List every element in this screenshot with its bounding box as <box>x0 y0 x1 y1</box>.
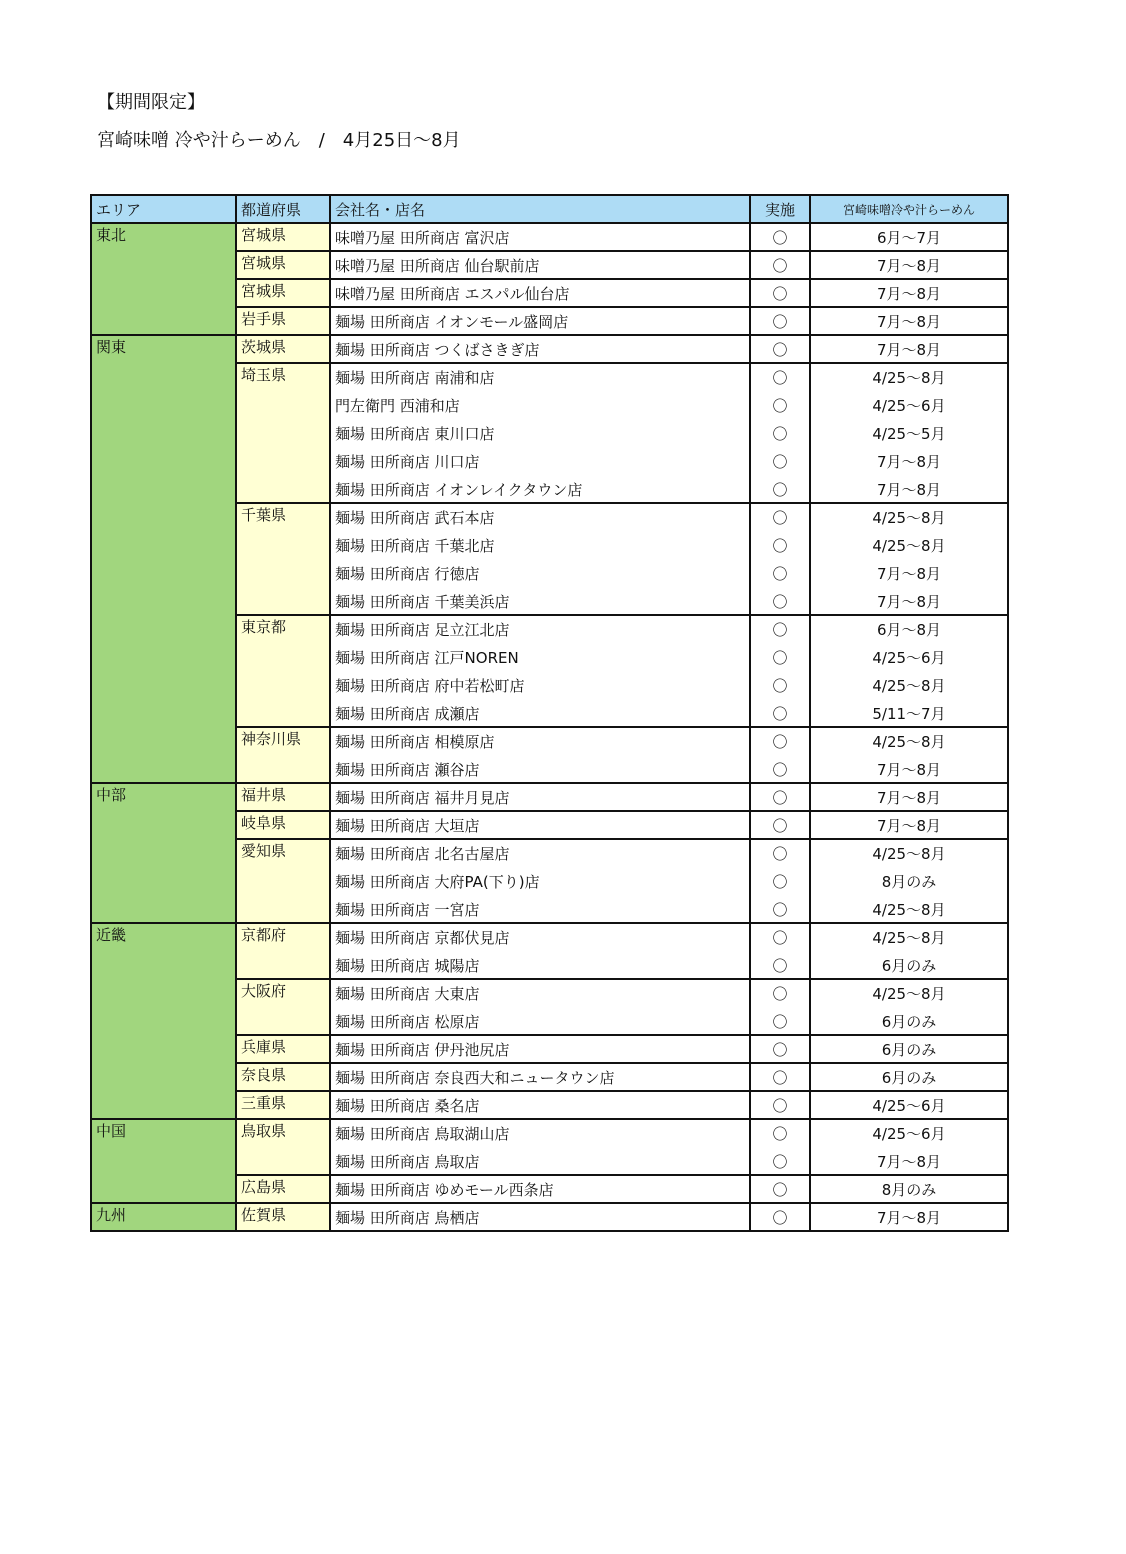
header-shop: 会社名・店名 <box>330 195 750 223</box>
shop-name-cell: 麺場 田所商店 イオンレイクタウン店 <box>330 475 750 503</box>
prefecture-cell: 愛知県 <box>236 839 330 923</box>
shop-name-cell: 味噌乃屋 田所商店 仙台駅前店 <box>330 251 750 279</box>
period-cell: 6月〜7月 <box>810 223 1008 251</box>
prefecture-cell: 奈良県 <box>236 1063 330 1091</box>
prefecture-cell: 埼玉県 <box>236 363 330 503</box>
status-mark-cell: 〇 <box>750 307 810 335</box>
shop-name-cell: 麺場 田所商店 川口店 <box>330 447 750 475</box>
period-cell: 4/25〜8月 <box>810 979 1008 1007</box>
shop-name-cell: 麺場 田所商店 成瀬店 <box>330 699 750 727</box>
prefecture-cell: 三重県 <box>236 1091 330 1119</box>
period-cell: 7月〜8月 <box>810 279 1008 307</box>
shop-name-cell: 味噌乃屋 田所商店 エスパル仙台店 <box>330 279 750 307</box>
shop-name-cell: 麺場 田所商店 相模原店 <box>330 727 750 755</box>
period-cell: 4/25〜6月 <box>810 391 1008 419</box>
prefecture-cell: 兵庫県 <box>236 1035 330 1063</box>
shop-name-cell: 門左衛門 西浦和店 <box>330 391 750 419</box>
status-mark-cell: 〇 <box>750 531 810 559</box>
status-mark-cell: 〇 <box>750 363 810 391</box>
status-mark-cell: 〇 <box>750 335 810 363</box>
status-mark-cell: 〇 <box>750 1063 810 1091</box>
status-mark-cell: 〇 <box>750 671 810 699</box>
prefecture-cell: 大阪府 <box>236 979 330 1035</box>
status-mark-cell: 〇 <box>750 923 810 951</box>
table-row <box>91 1203 1008 1231</box>
period-cell: 4/25〜8月 <box>810 671 1008 699</box>
status-mark-cell: 〇 <box>750 279 810 307</box>
status-mark-cell: 〇 <box>750 391 810 419</box>
shop-name-cell: 麺場 田所商店 東川口店 <box>330 419 750 447</box>
area-cell: 中部 <box>91 783 236 923</box>
shop-name-cell: 麺場 田所商店 北名古屋店 <box>330 839 750 867</box>
shop-name-cell: 麺場 田所商店 鳥取店 <box>330 1147 750 1175</box>
period-cell: 8月のみ <box>810 867 1008 895</box>
status-mark-cell: 〇 <box>750 475 810 503</box>
table-row <box>91 223 1008 251</box>
period-cell: 7月〜8月 <box>810 475 1008 503</box>
status-mark-cell: 〇 <box>750 783 810 811</box>
shop-name-cell: 麺場 田所商店 奈良西大和ニュータウン店 <box>330 1063 750 1091</box>
period-cell: 4/25〜8月 <box>810 531 1008 559</box>
period-cell: 7月〜8月 <box>810 1203 1008 1231</box>
header-status: 実施 <box>750 195 810 223</box>
area-cell: 東北 <box>91 223 236 335</box>
status-mark-cell: 〇 <box>750 951 810 979</box>
page-title: 宮崎味噌 冷や汁らーめん / 4月25日〜8月 <box>97 130 461 151</box>
status-mark-cell: 〇 <box>750 447 810 475</box>
period-cell: 4/25〜6月 <box>810 643 1008 671</box>
shop-table <box>90 194 1009 1232</box>
header-area: エリア <box>91 195 236 223</box>
period-cell: 7月〜8月 <box>810 559 1008 587</box>
period-cell: 7月〜8月 <box>810 447 1008 475</box>
period-cell: 4/25〜5月 <box>810 419 1008 447</box>
area-cell: 関東 <box>91 335 236 783</box>
shop-name-cell: 麺場 田所商店 鳥栖店 <box>330 1203 750 1231</box>
status-mark-cell: 〇 <box>750 251 810 279</box>
period-cell: 4/25〜6月 <box>810 1091 1008 1119</box>
prefecture-cell: 東京都 <box>236 615 330 727</box>
status-mark-cell: 〇 <box>750 643 810 671</box>
status-mark-cell: 〇 <box>750 1119 810 1147</box>
shop-name-cell: 麺場 田所商店 伊丹池尻店 <box>330 1035 750 1063</box>
status-mark-cell: 〇 <box>750 811 810 839</box>
prefecture-cell: 宮城県 <box>236 223 330 251</box>
period-cell: 7月〜8月 <box>810 811 1008 839</box>
area-cell: 中国 <box>91 1119 236 1203</box>
prefecture-cell: 福井県 <box>236 783 330 811</box>
status-mark-cell: 〇 <box>750 895 810 923</box>
status-mark-cell: 〇 <box>750 559 810 587</box>
shop-name-cell: 麺場 田所商店 足立江北店 <box>330 615 750 643</box>
period-cell: 7月〜8月 <box>810 755 1008 783</box>
period-cell: 4/25〜8月 <box>810 503 1008 531</box>
status-mark-cell: 〇 <box>750 1203 810 1231</box>
shop-name-cell: 麺場 田所商店 鳥取湖山店 <box>330 1119 750 1147</box>
status-mark-cell: 〇 <box>750 1147 810 1175</box>
area-cell: 九州 <box>91 1203 236 1231</box>
period-cell: 4/25〜8月 <box>810 727 1008 755</box>
shop-name-cell: 味噌乃屋 田所商店 富沢店 <box>330 223 750 251</box>
page-label: 【期間限定】 <box>97 92 205 113</box>
status-mark-cell: 〇 <box>750 587 810 615</box>
period-cell: 7月〜8月 <box>810 783 1008 811</box>
prefecture-cell: 岐阜県 <box>236 811 330 839</box>
period-cell: 4/25〜8月 <box>810 923 1008 951</box>
shop-name-cell: 麺場 田所商店 南浦和店 <box>330 363 750 391</box>
period-cell: 6月〜8月 <box>810 615 1008 643</box>
shop-name-cell: 麺場 田所商店 桑名店 <box>330 1091 750 1119</box>
period-cell: 7月〜8月 <box>810 307 1008 335</box>
table-row <box>91 923 1008 951</box>
shop-name-cell: 麺場 田所商店 府中若松町店 <box>330 671 750 699</box>
shop-name-cell: 麺場 田所商店 江戸NOREN <box>330 643 750 671</box>
period-cell: 4/25〜8月 <box>810 895 1008 923</box>
status-mark-cell: 〇 <box>750 979 810 1007</box>
status-mark-cell: 〇 <box>750 867 810 895</box>
table-row <box>91 783 1008 811</box>
shop-name-cell: 麺場 田所商店 一宮店 <box>330 895 750 923</box>
status-mark-cell: 〇 <box>750 1035 810 1063</box>
area-cell: 近畿 <box>91 923 236 1119</box>
status-mark-cell: 〇 <box>750 503 810 531</box>
table-header-row <box>91 195 1008 223</box>
header-prefecture: 都道府県 <box>236 195 330 223</box>
period-cell: 8月のみ <box>810 1175 1008 1203</box>
prefecture-cell: 茨城県 <box>236 335 330 363</box>
shop-name-cell: 麺場 田所商店 大東店 <box>330 979 750 1007</box>
prefecture-cell: 京都府 <box>236 923 330 979</box>
shop-name-cell: 麺場 田所商店 瀬谷店 <box>330 755 750 783</box>
shop-name-cell: 麺場 田所商店 大府PA(下り)店 <box>330 867 750 895</box>
prefecture-cell: 宮城県 <box>236 279 330 307</box>
period-cell: 7月〜8月 <box>810 1147 1008 1175</box>
prefecture-cell: 神奈川県 <box>236 727 330 783</box>
shop-name-cell: 麺場 田所商店 つくばさきぎ店 <box>330 335 750 363</box>
status-mark-cell: 〇 <box>750 223 810 251</box>
prefecture-cell: 千葉県 <box>236 503 330 615</box>
shop-name-cell: 麺場 田所商店 行徳店 <box>330 559 750 587</box>
prefecture-cell: 岩手県 <box>236 307 330 335</box>
period-cell: 6月のみ <box>810 1035 1008 1063</box>
table-body <box>91 223 1008 1231</box>
period-cell: 7月〜8月 <box>810 251 1008 279</box>
period-cell: 5/11〜7月 <box>810 699 1008 727</box>
period-cell: 7月〜8月 <box>810 587 1008 615</box>
shop-name-cell: 麺場 田所商店 千葉北店 <box>330 531 750 559</box>
status-mark-cell: 〇 <box>750 1091 810 1119</box>
prefecture-cell: 佐賀県 <box>236 1203 330 1231</box>
status-mark-cell: 〇 <box>750 839 810 867</box>
status-mark-cell: 〇 <box>750 1175 810 1203</box>
shop-name-cell: 麺場 田所商店 福井月見店 <box>330 783 750 811</box>
shop-name-cell: 麺場 田所商店 城陽店 <box>330 951 750 979</box>
status-mark-cell: 〇 <box>750 727 810 755</box>
shop-name-cell: 麺場 田所商店 松原店 <box>330 1007 750 1035</box>
status-mark-cell: 〇 <box>750 1007 810 1035</box>
table-row <box>91 1119 1008 1147</box>
shop-name-cell: 麺場 田所商店 千葉美浜店 <box>330 587 750 615</box>
shop-name-cell: 麺場 田所商店 ゆめモール西条店 <box>330 1175 750 1203</box>
prefecture-cell: 鳥取県 <box>236 1119 330 1175</box>
period-cell: 4/25〜8月 <box>810 839 1008 867</box>
header-period: 宮崎味噌冷や汁らーめん <box>810 195 1008 223</box>
prefecture-cell: 広島県 <box>236 1175 330 1203</box>
shop-name-cell: 麺場 田所商店 イオンモール盛岡店 <box>330 307 750 335</box>
period-cell: 6月のみ <box>810 1063 1008 1091</box>
status-mark-cell: 〇 <box>750 615 810 643</box>
status-mark-cell: 〇 <box>750 755 810 783</box>
period-cell: 4/25〜6月 <box>810 1119 1008 1147</box>
period-cell: 6月のみ <box>810 951 1008 979</box>
period-cell: 6月のみ <box>810 1007 1008 1035</box>
period-cell: 7月〜8月 <box>810 335 1008 363</box>
table-row <box>91 335 1008 363</box>
shop-name-cell: 麺場 田所商店 武石本店 <box>330 503 750 531</box>
status-mark-cell: 〇 <box>750 699 810 727</box>
shop-name-cell: 麺場 田所商店 京都伏見店 <box>330 923 750 951</box>
prefecture-cell: 宮城県 <box>236 251 330 279</box>
status-mark-cell: 〇 <box>750 419 810 447</box>
shop-name-cell: 麺場 田所商店 大垣店 <box>330 811 750 839</box>
period-cell: 4/25〜8月 <box>810 363 1008 391</box>
